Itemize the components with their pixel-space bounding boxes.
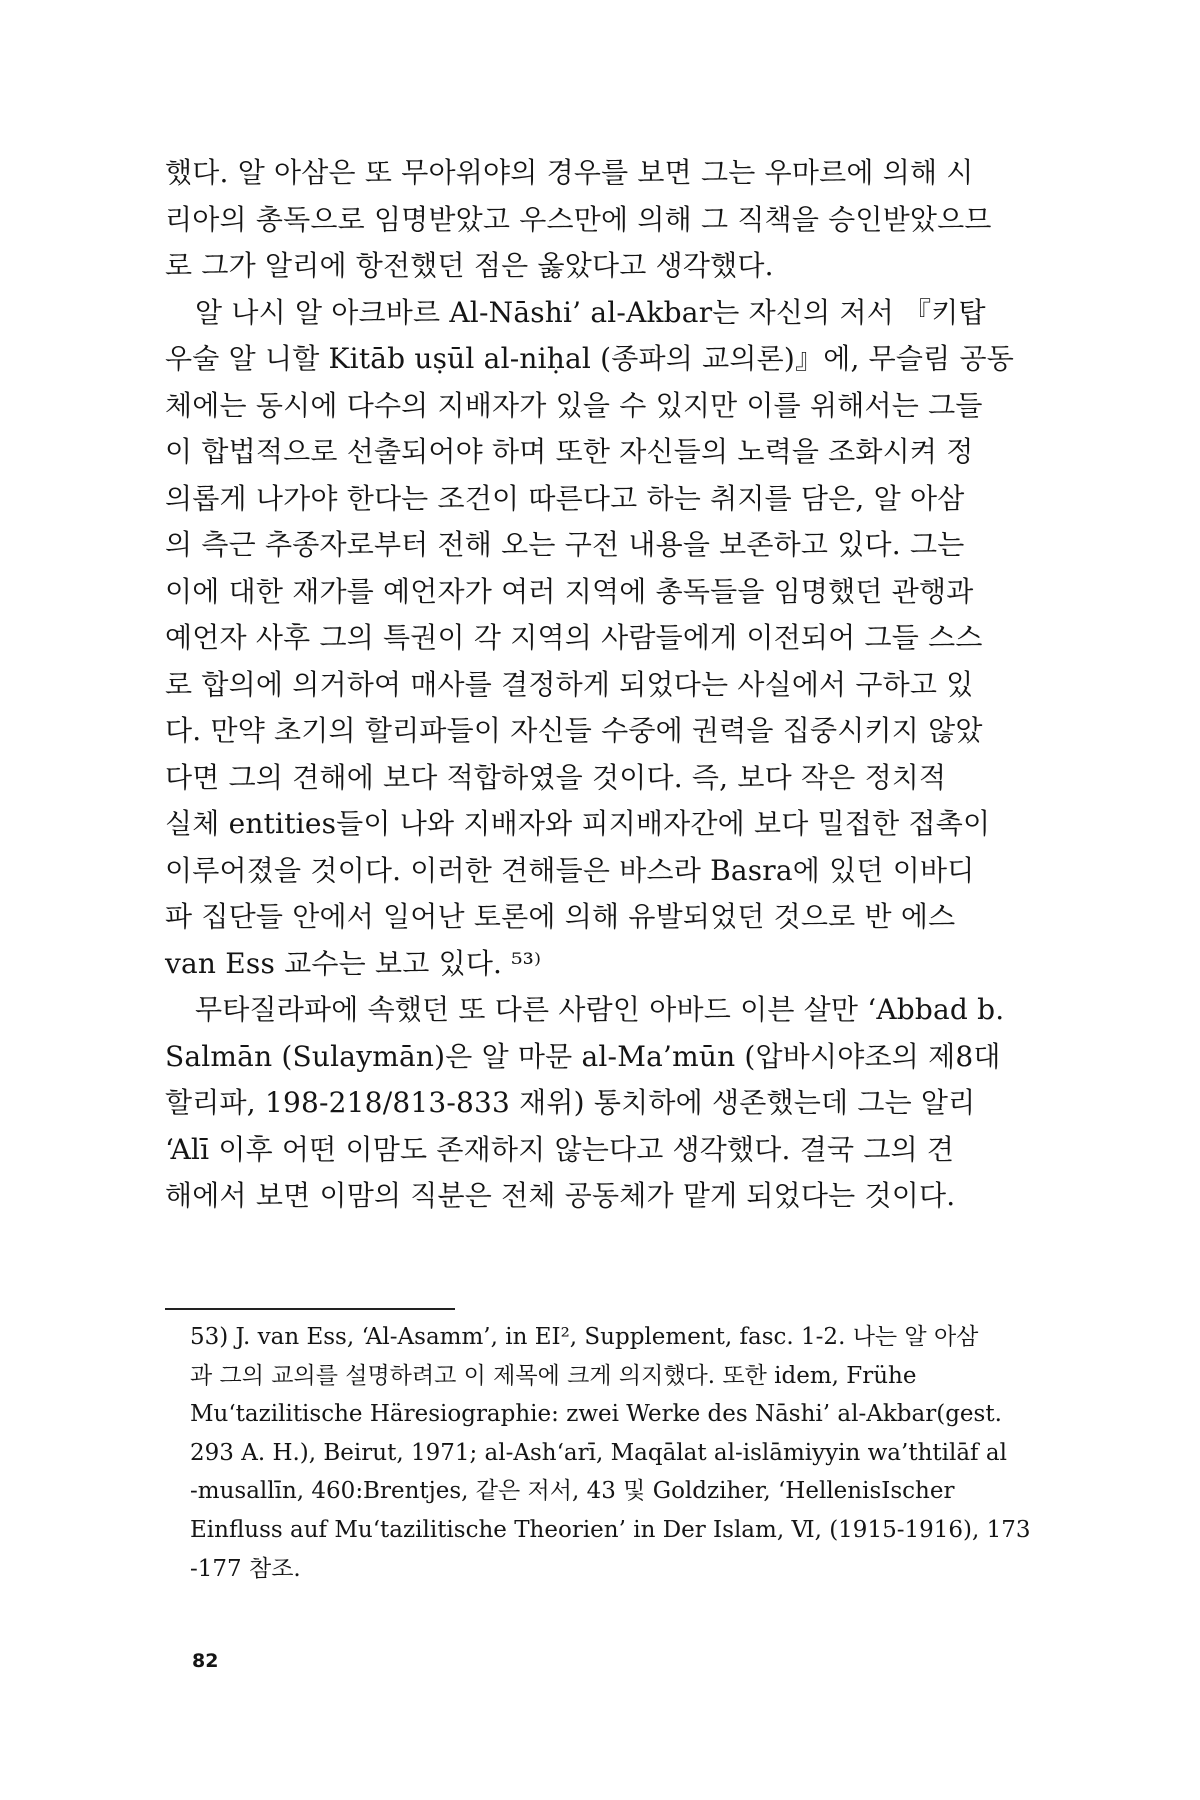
body-line: 이루어졌을 것이다. 이러한 견해들은 바스라 Basra에 있던 이바디 xyxy=(165,853,975,887)
page-number: 82 xyxy=(192,1650,219,1672)
body-line: 리아의 총독으로 임명받았고 우스만에 의해 그 직책을 승인받았으므 xyxy=(165,202,992,236)
body-line: 파 집단들 안에서 일어난 토론에 의해 유발되었던 것으로 반 에스 xyxy=(165,900,956,933)
body-line: 알 나시 알 아크바르 Al-Nāshi’ al-Akbar는 자신의 저서 『키탑 xyxy=(195,295,986,329)
body-line: 로 그가 알리에 항전했던 점은 옳았다고 생각했다. xyxy=(165,249,774,282)
body-line: 의롭게 나가야 한다는 조건이 따른다고 하는 취지를 담은, 알 아삼 xyxy=(165,481,965,515)
body-line: 이 합법적으로 선출되어야 하며 또한 자신들의 노력을 조화시켜 정 xyxy=(165,435,974,468)
body-line: 체에는 동시에 다수의 지배자가 있을 수 있지만 이를 위해서는 그들 xyxy=(165,388,983,422)
body-line: 로 합의에 의거하여 매사를 결정하게 되었다는 사실에서 구하고 있 xyxy=(165,667,974,701)
footnote-divider xyxy=(165,1308,455,1310)
body-text xyxy=(165,150,1045,1220)
footnote-line: 53) J. van Ess, ‘Al-Asamm’, in EI², Supplement, fasc. 1-2. 나는 알 아삼 xyxy=(190,1324,979,1350)
body-line: 예언자 사후 그의 특권이 각 지역의 사람들에게 이전되어 그들 스스 xyxy=(165,621,983,654)
body-line: 의 측근 추종자로부터 전해 오는 구전 내용을 보존하고 있다. 그는 xyxy=(165,528,965,561)
body-line: 다. 만약 초기의 할리파들이 자신들 수중에 권력을 집중시키지 않았 xyxy=(165,714,983,747)
footnote-53 xyxy=(190,1318,1050,1588)
body-line: 해에서 보면 이맘의 직분은 전체 공동체가 맡게 되었다는 것이다. xyxy=(165,1179,956,1212)
body-line: ‘Alī 이후 어떤 이맘도 존재하지 않는다고 생각했다. 결국 그의 견 xyxy=(165,1132,955,1166)
body-line: 다면 그의 견해에 보다 적합하였을 것이다. 즉, 보다 작은 정치적 xyxy=(165,760,947,794)
footnote-line: -177 참조. xyxy=(190,1555,301,1582)
body-line: 할리파, 198-218/813-833 재위) 통치하에 생존했는데 그는 알리 xyxy=(165,1086,976,1119)
footnote-line: Mu‘tazilitische Häresiographie: zwei Werke des Nāshi’ al-Akbar(gest. xyxy=(190,1401,1002,1428)
footnote-line: Einfluss auf Mu‘tazilitische Theorien’ in Der Islam, Ⅵ, (1915-1916), 173 xyxy=(190,1516,1031,1543)
body-line: 무타질라파에 속했던 또 다른 사람인 아바드 이븐 살만 ‘Abbad b. xyxy=(195,993,1005,1026)
footnote-line: -musallīn, 460:Brentjes, 같은 저서, 43 및 Goldziher, ‘HellenisIscher xyxy=(190,1478,955,1505)
footnote-line: 293 A. H.), Beirut, 1971; al-Ash‘arī, Maqālat al-islāmiyyin wa’thtilāf al xyxy=(190,1439,1007,1466)
body-line: 우술 알 니할 Kitāb uṣūl al-niḥal (종파의 교의론)』에, 무슬림 공동 xyxy=(165,342,1014,375)
body-line: 실체 entities들이 나와 지배자와 피지배자간에 보다 밀접한 접촉이 xyxy=(165,807,991,840)
body-line: 했다. 알 아삼은 또 무아위야의 경우를 보면 그는 우마르에 의해 시 xyxy=(165,156,974,189)
footnote-line: 과 그의 교의를 설명하려고 이 제목에 크게 의지했다. 또한 idem, Frühe xyxy=(190,1362,917,1389)
body-line: Salmān (Sulaymān)은 알 마문 al-Ma’mūn (압바시야조의 제8대 xyxy=(165,1039,1001,1073)
body-line: 이에 대한 재가를 예언자가 여러 지역에 총독들을 임명했던 관행과 xyxy=(165,574,974,608)
body-line: van Ess 교수는 보고 있다. ⁵³⁾ xyxy=(165,946,542,980)
